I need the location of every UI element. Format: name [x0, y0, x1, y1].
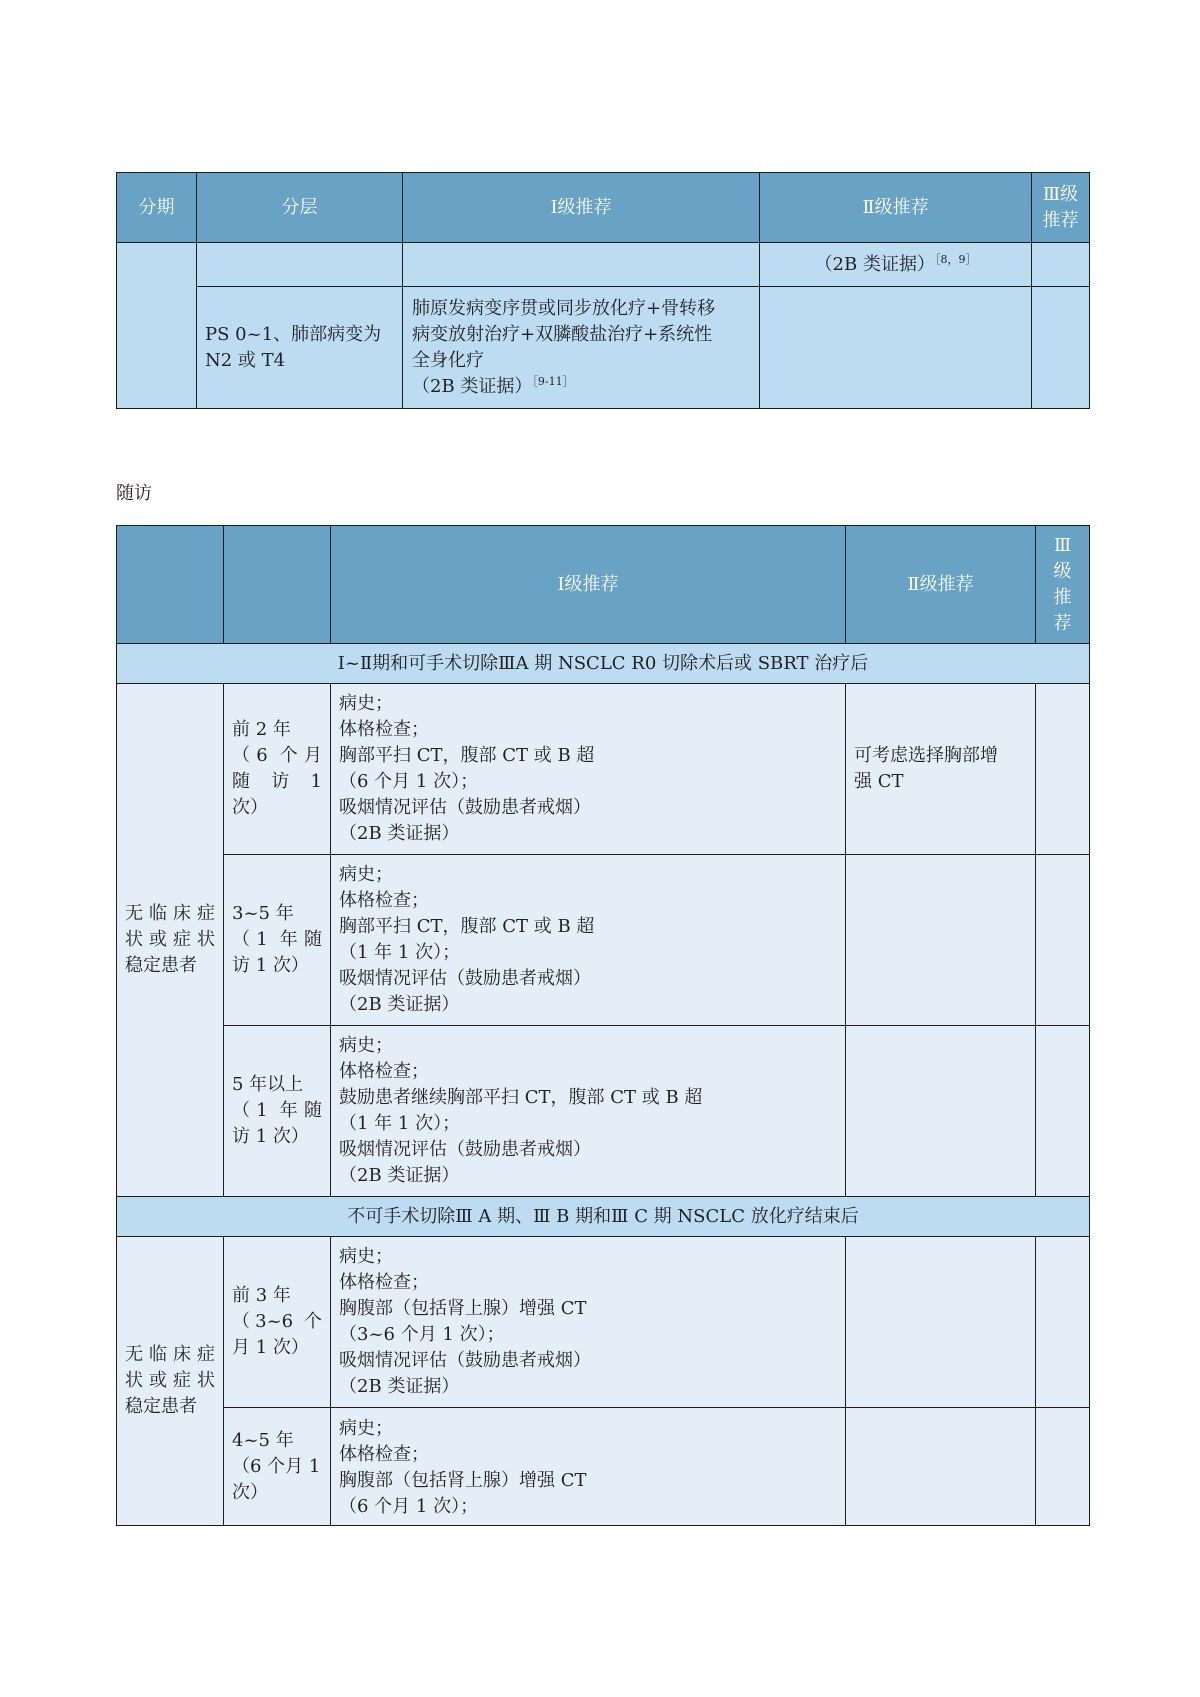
tier1-cell: 病史； 体格检查； 胸部平扫 CT，腹部 CT 或 B 超 （6 个月 1 次）； 吸烟情况评估（鼓励患者戒烟） （2B 类证据）: [331, 684, 846, 855]
tier2-cell: [846, 1026, 1036, 1197]
period-cell: 4~5 年 （6 个月 1 次）: [224, 1408, 331, 1526]
period-cell: 3~5 年 （1 年随 访 1 次）: [224, 855, 331, 1026]
tier3-cell: [1032, 243, 1090, 287]
header-blank-2: [224, 526, 331, 644]
tier1-cell: 病史； 体格检查； 胸部平扫 CT，腹部 CT 或 B 超 （1 年 1 次）； 吸烟情况评估（鼓励患者戒烟） （2B 类证据）: [331, 855, 846, 1026]
tier2-cell: 可考虑选择胸部增 强 CT: [846, 684, 1036, 855]
tier3-cell: [1036, 1237, 1090, 1408]
tier1-cell: 病史； 体格检查； 鼓励患者继续胸部平扫 CT，腹部 CT 或 B 超 （1 年 1 次）； 吸烟情况评估（鼓励患者戒烟） （2B 类证据）: [331, 1026, 846, 1197]
tier2-cell: [846, 1408, 1036, 1526]
layer-cell: [197, 243, 403, 287]
tier3-cell: [1036, 684, 1090, 855]
tier1-cell: 肺原发病变序贯或同步放化疗+骨转移 病变放射治疗+双膦酸盐治疗+系统性 全身化疗 （2B 类证据）$^{[9-11]}$: [403, 287, 760, 409]
header-tier3: Ⅲ级推荐: [1036, 526, 1090, 644]
header-tier1: Ⅰ级推荐: [331, 526, 846, 644]
tier2-cell: [846, 1237, 1036, 1408]
tier1-cell: [403, 243, 760, 287]
follow-up-table: [116, 525, 1090, 1526]
header-tier1: Ⅰ级推荐: [403, 173, 760, 243]
tier3-cell: [1036, 1026, 1090, 1197]
tier3-cell: [1036, 855, 1090, 1026]
header-layer: 分层: [197, 173, 403, 243]
tier2-cell: [760, 287, 1032, 409]
layer-cell: PS 0~1、肺部病变为 N2 或 T4: [197, 287, 403, 409]
tier3-cell: [1036, 1408, 1090, 1526]
period-cell: 5 年以上 （1 年随 访 1 次）: [224, 1026, 331, 1197]
staging-table: [116, 172, 1090, 409]
tier2-cell: [846, 855, 1036, 1026]
section-band: 不可手术切除Ⅲ A 期、Ⅲ B 期和Ⅲ C 期 NSCLC 放化疗结束后: [117, 1197, 1090, 1237]
period-cell: 前 3 年 （3~6 个 月 1 次）: [224, 1237, 331, 1408]
tier1-cell: 病史； 体格检查； 胸腹部（包括肾上腺）增强 CT （3~6 个月 1 次）； 吸烟情况评估（鼓励患者戒烟） （2B 类证据）: [331, 1237, 846, 1408]
reference-sup: ［8，9］: [934, 252, 977, 266]
patient-group-cell: 无临床症 状或症状 稳定患者: [117, 1237, 224, 1526]
tier3-cell: [1032, 287, 1090, 409]
header-blank-1: [117, 526, 224, 644]
stage-cell: [117, 243, 197, 409]
header-tier2: Ⅱ级推荐: [760, 173, 1032, 243]
evidence-text: （2B 类证据）: [412, 375, 533, 397]
header-stage: 分期: [117, 173, 197, 243]
tier2-cell: [760, 243, 1032, 287]
evidence-text: （2B 类证据）: [814, 253, 935, 275]
patient-group-cell: 无临床症 状或症状 稳定患者: [117, 684, 224, 1197]
header-tier3: Ⅲ级推荐: [1032, 173, 1090, 243]
section-band: Ⅰ~Ⅱ期和可手术切除ⅢA 期 NSCLC R0 切除术后或 SBRT 治疗后: [117, 644, 1090, 684]
reference-sup: ［9-11］: [532, 374, 574, 388]
tier1-cell: 病史； 体格检查； 胸腹部（包括肾上腺）增强 CT （6 个月 1 次）；: [331, 1408, 846, 1526]
section-title: 随访: [116, 483, 152, 504]
header-tier2: Ⅱ级推荐: [846, 526, 1036, 644]
period-cell: 前 2 年 （6 个月 随 访 1 次）: [224, 684, 331, 855]
